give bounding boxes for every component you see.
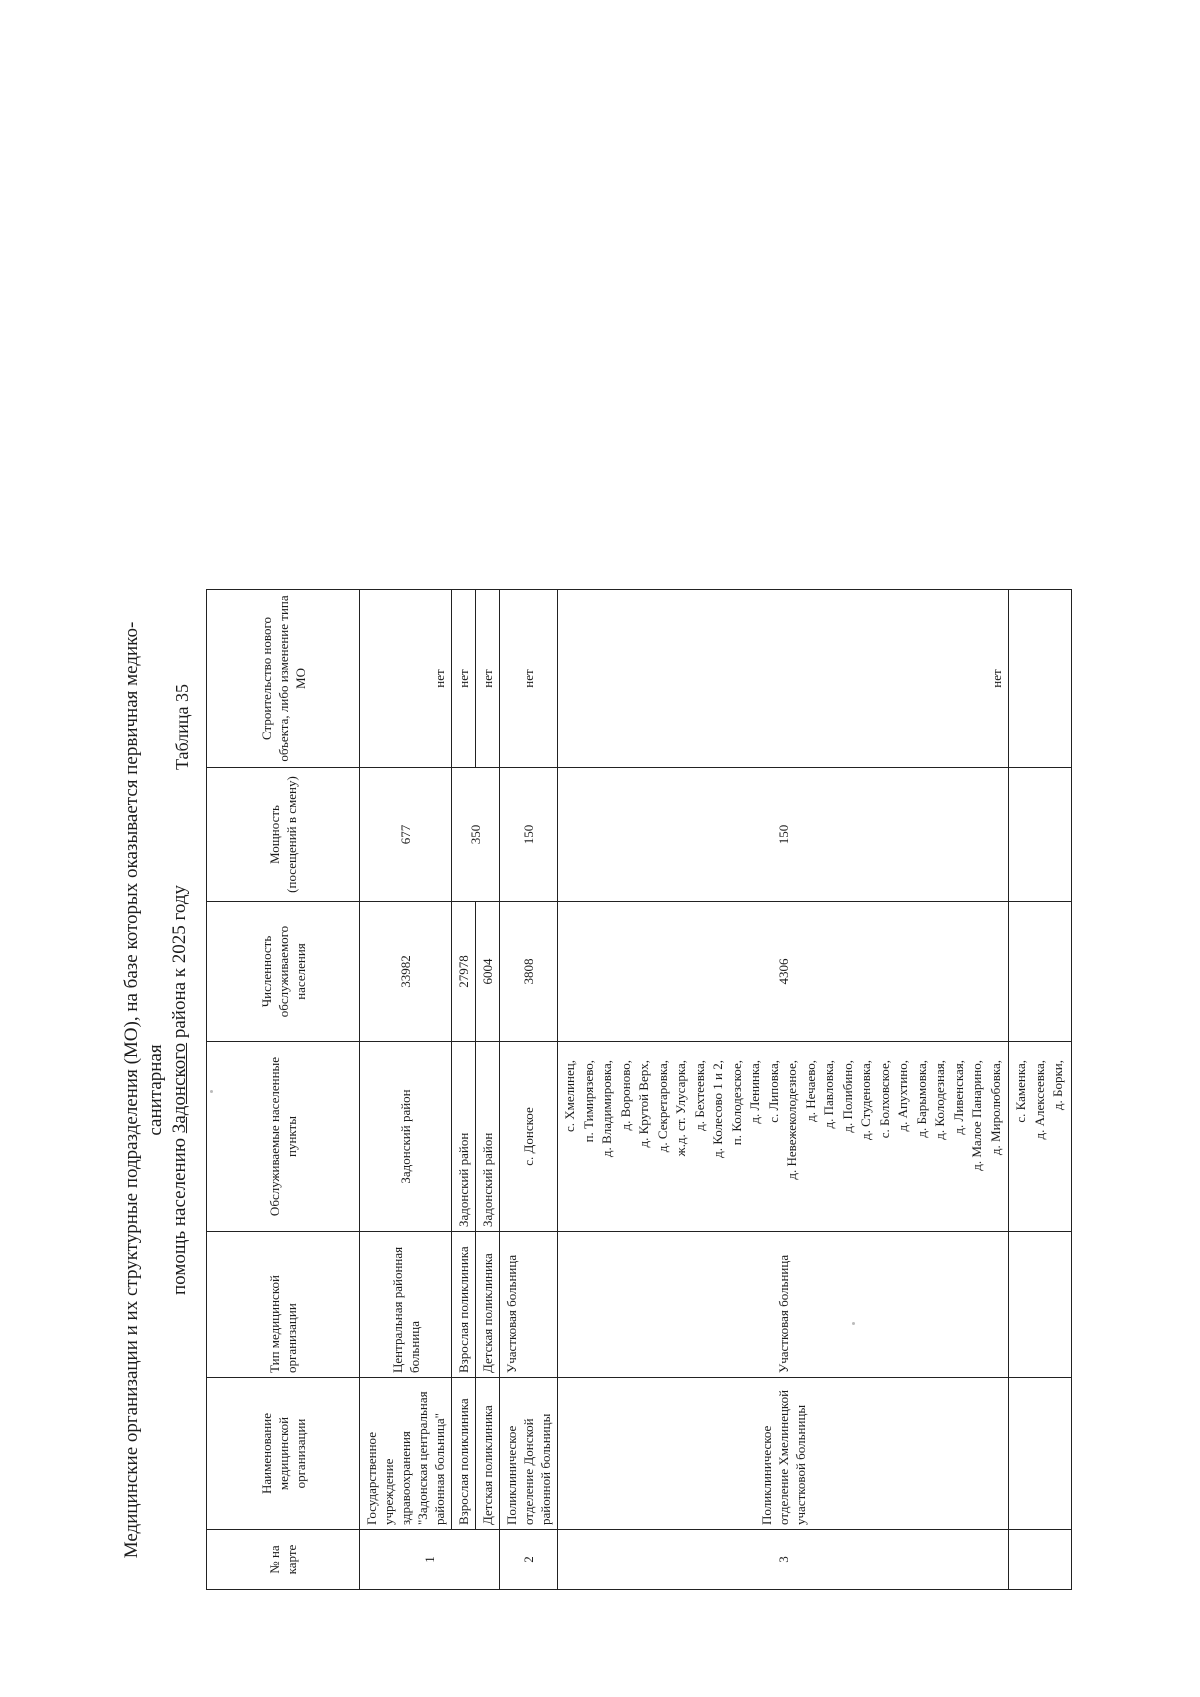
cell-name: Детская поликлиника: [476, 1378, 500, 1530]
cell-settlements-list: [558, 1042, 1009, 1232]
list-item: п. Колодезское,: [728, 1060, 744, 1146]
cell-name: [1009, 1378, 1072, 1530]
cell-population: [1009, 902, 1072, 1042]
scan-speck: [210, 1090, 213, 1093]
list-item: д. Невежеколодезное,: [784, 1060, 799, 1180]
cell-num: 3: [558, 1530, 1009, 1590]
table-row: [360, 590, 452, 1590]
list-item: д. Малое Панарино,: [969, 1060, 984, 1171]
cell-capacity: 150: [500, 768, 558, 902]
list-item: д. Ливенская,: [950, 1060, 966, 1135]
cell-type: Участковая больница: [558, 1232, 1009, 1378]
cell-type: Взрослая поликлиника: [452, 1232, 476, 1378]
title-line-1: Медицинские организации и их структурные подразделения (МО), на базе которых оказывается первичная медико-санитарная: [121, 621, 166, 1559]
header-population: Численность обслуживаемого населения: [207, 902, 360, 1042]
list-item: д. Бехтеевка,: [691, 1060, 707, 1131]
table-row: [500, 590, 558, 1590]
header-type: Тип медицинской организации: [207, 1232, 360, 1378]
cell-settlements-list: [1009, 1042, 1072, 1232]
list-item: д. Студеновка,: [858, 1060, 873, 1140]
cell-num: [1009, 1530, 1072, 1590]
list-item: д. Вороново,: [617, 1060, 633, 1131]
header-row: [207, 590, 360, 1590]
list-item: д. Нечаево,: [802, 1060, 818, 1122]
list-item: д. Алексеевка,: [1031, 1060, 1047, 1140]
cell-num: 1: [360, 1530, 500, 1590]
cell-population: 3808: [500, 902, 558, 1042]
cell-settlements: с. Донское: [500, 1042, 558, 1232]
rotated-page: [120, 590, 1080, 1590]
cell-num: 2: [500, 1530, 558, 1590]
list-item: д. Секретаровка,: [654, 1060, 670, 1153]
cell-settlements: Задонский район: [452, 1042, 476, 1232]
cell-type: [1009, 1232, 1072, 1378]
cell-construction: нет: [452, 590, 476, 768]
list-item: д. Ленинка,: [747, 1060, 762, 1124]
list-item: д. Павловка,: [821, 1060, 836, 1129]
cell-population: 6004: [476, 902, 500, 1042]
cell-construction: нет: [476, 590, 500, 768]
list-item: с. Липовка,: [765, 1060, 781, 1123]
title-line-2: помощь населению Задонского района к 2025 году: [169, 885, 190, 1295]
table-subrow: [476, 590, 500, 1590]
cell-capacity: 150: [558, 768, 1009, 902]
list-item: д. Барымовка,: [913, 1060, 929, 1138]
cell-capacity: 677: [360, 768, 452, 902]
header-settlements: Обслуживаемые населенные пункты: [207, 1042, 360, 1232]
list-item: д. Колесово 1 и 2,: [710, 1060, 725, 1158]
cell-name: Поликлиническое отделение Донской районной больницы: [500, 1378, 558, 1530]
cell-type: Участковая больница: [500, 1232, 558, 1378]
list-item: д. Колодезная,: [932, 1060, 947, 1140]
cell-population: 27978: [452, 902, 476, 1042]
list-item: д. Борки,: [1050, 1060, 1065, 1111]
list-item: с. Каменка,: [1013, 1060, 1028, 1123]
table-row: [558, 590, 1009, 1590]
cell-settlements: Задонский район: [476, 1042, 500, 1232]
cell-name: Взрослая поликлиника: [452, 1378, 476, 1530]
cell-settlements: Задонский район: [360, 1042, 452, 1232]
cell-population: 4306: [558, 902, 1009, 1042]
header-name: Наименование медицинской организации: [207, 1378, 360, 1530]
cell-name: Поликлиническое отделение Хмелинецкой участковой больницы: [558, 1378, 1009, 1530]
list-item: д. Миролюбовка,: [987, 1060, 1003, 1156]
cell-construction: нет: [500, 590, 558, 768]
table-row: [1009, 590, 1072, 1590]
cell-name: Государственное учреждение здравоохранения "Задонская центральная районная больница": [360, 1378, 452, 1530]
list-item: д. Крутой Верх,: [636, 1060, 651, 1148]
cell-capacity: [1009, 768, 1072, 902]
list-item: п. Тимирязево,: [580, 1060, 596, 1143]
header-construction: Строительство нового объекта, либо изменение типа МО: [207, 590, 360, 768]
cell-type: Детская поликлиника: [476, 1232, 500, 1378]
header-capacity: Мощность (посещений в смену): [207, 768, 360, 902]
list-item: д. Владимировка,: [599, 1060, 614, 1158]
table-number: Таблица 35: [172, 684, 192, 770]
cell-construction: [1009, 590, 1072, 768]
table-subrow: [452, 590, 476, 1590]
district-name: Задонского: [169, 1042, 190, 1134]
header-num: № на карте: [207, 1530, 360, 1590]
list-item: ж.д. ст. Улусарка,: [673, 1060, 688, 1157]
list-item: д. Апухтино,: [895, 1060, 910, 1132]
list-item: д. Полибино,: [839, 1060, 855, 1133]
cell-capacity: 350: [452, 768, 500, 902]
list-item: с. Болховское,: [876, 1060, 892, 1139]
cell-construction: нет: [360, 590, 452, 768]
medical-organizations-table: [206, 589, 1072, 1590]
list-item: с. Хмелинец,: [562, 1060, 577, 1133]
cell-type: Центральная районная больница: [360, 1232, 452, 1378]
cell-construction: нет: [558, 590, 1009, 768]
scan-speck: [852, 1322, 855, 1325]
cell-population: 33982: [360, 902, 452, 1042]
